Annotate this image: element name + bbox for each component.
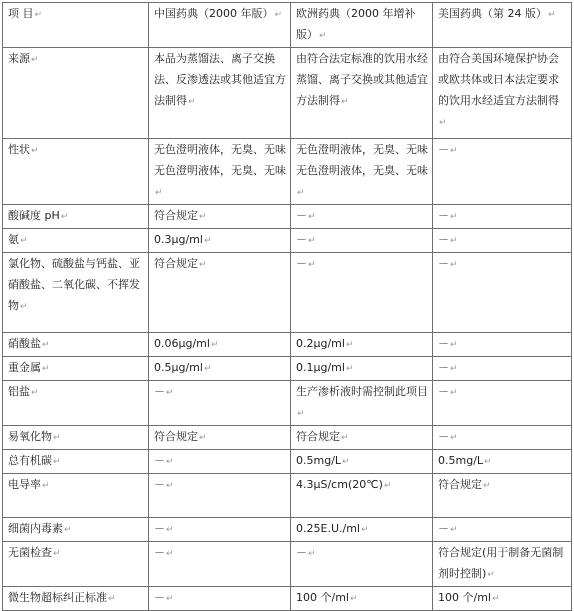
cell-text: － [296, 233, 307, 246]
cell-text: 符合规定 [154, 257, 198, 270]
cell-end-mark: ↵ [31, 388, 39, 398]
table-cell [433, 518, 572, 542]
cell-text: 无色澄明液体，无臭、无味 无色澄明液体，无臭、无味 [154, 143, 286, 177]
cell-end-mark: ↵ [548, 10, 556, 20]
cell-text: 氯化物、硫酸盐与钙盐、亚硝酸盐、二氧化碳、不挥发物 [8, 257, 140, 312]
cell-end-mark: ↵ [450, 260, 458, 270]
table-row-label [3, 542, 149, 587]
cell-text: 性状 [8, 143, 30, 156]
table-row-label [3, 205, 149, 229]
cell-text: 铝盐 [8, 385, 30, 398]
table-cell [433, 253, 572, 333]
cell-text: 来源 [8, 52, 30, 65]
table-header-cell [291, 3, 433, 48]
comparison-table [2, 2, 572, 611]
cell-text: 重金属 [8, 361, 41, 374]
table-row-label [3, 518, 149, 542]
cell-end-mark: ↵ [345, 364, 354, 374]
cell-text: 中国药典（2000 年版） [154, 7, 274, 20]
cell-text: 无色澄明液体，无臭、无味 无色澄明液体，无臭、无味 [296, 143, 428, 177]
table-cell [433, 542, 572, 587]
cell-text: 易氧化物 [8, 430, 52, 443]
table-header-cell [3, 3, 149, 48]
table-cell [149, 426, 291, 450]
cell-end-mark: ↵ [166, 594, 174, 604]
cell-text: 0.3μg/ml [154, 233, 203, 246]
cell-text: 0.06μg/ml [154, 337, 210, 350]
table-row [3, 253, 572, 333]
table-cell [149, 587, 291, 611]
table-cell [433, 333, 572, 357]
cell-text: 硝酸盐 [8, 337, 41, 350]
table-cell [149, 139, 291, 205]
table-row [3, 139, 572, 205]
table-cell [149, 205, 291, 229]
cell-end-mark: ↵ [42, 364, 50, 374]
cell-text: － [154, 478, 165, 491]
table-row [3, 48, 572, 139]
table-row-label [3, 139, 149, 205]
cell-end-mark: ↵ [20, 236, 28, 246]
cell-text: － [438, 385, 449, 398]
cell-end-mark: ↵ [450, 236, 458, 246]
cell-end-mark: ↵ [450, 146, 458, 156]
cell-end-mark: ↵ [203, 236, 212, 246]
table-cell [433, 357, 572, 381]
cell-end-mark: ↵ [483, 481, 491, 491]
table-row-label [3, 253, 149, 333]
table-row-label [3, 357, 149, 381]
cell-end-mark: ↵ [53, 433, 61, 443]
cell-end-mark: ↵ [166, 549, 174, 559]
table-cell [433, 381, 572, 426]
cell-text: － [438, 143, 449, 156]
cell-text: － [438, 430, 449, 443]
cell-end-mark: ↵ [450, 433, 458, 443]
table-row-label [3, 450, 149, 474]
cell-end-mark: ↵ [450, 340, 458, 350]
table-row-label [3, 474, 149, 518]
cell-text: － [438, 361, 449, 374]
cell-text: － [296, 257, 307, 270]
cell-end-mark: ↵ [308, 236, 316, 246]
cell-end-mark: ↵ [166, 481, 174, 491]
table-cell [149, 542, 291, 587]
cell-text: 0.5mg/L [296, 454, 342, 467]
table-row [3, 333, 572, 357]
table-cell [291, 450, 433, 474]
cell-end-mark: ↵ [484, 457, 492, 467]
cell-text: 100 个/ml [296, 591, 349, 604]
cell-text: － [296, 546, 307, 559]
cell-text: 4.3μS/cm(20℃) [296, 478, 383, 491]
cell-end-mark: ↵ [308, 212, 316, 222]
cell-end-mark: ↵ [34, 10, 43, 20]
cell-end-mark: ↵ [166, 388, 174, 398]
cell-text: 符合规定(用于制备无菌制剂时控制) [438, 546, 564, 580]
cell-end-mark: ↵ [108, 594, 116, 604]
table-row [3, 205, 572, 229]
cell-end-mark: ↵ [199, 433, 207, 443]
table-cell [291, 48, 433, 139]
cell-end-mark: ↵ [297, 188, 305, 198]
cell-end-mark: ↵ [31, 146, 39, 156]
cell-end-mark: ↵ [166, 457, 174, 467]
cell-text: 电导率 [8, 478, 41, 491]
table-cell [291, 518, 433, 542]
cell-end-mark: ↵ [166, 525, 174, 535]
table-row-label [3, 333, 149, 357]
table-row [3, 474, 572, 518]
cell-text: － [296, 209, 307, 222]
cell-end-mark: ↵ [342, 457, 350, 467]
table-row [3, 587, 572, 611]
table-cell [433, 139, 572, 205]
cell-text: 符合规定 [438, 478, 482, 491]
cell-end-mark: ↵ [439, 118, 447, 128]
table-cell [291, 426, 433, 450]
cell-end-mark: ↵ [42, 340, 50, 350]
cell-text: 100 个/ml [438, 591, 491, 604]
cell-end-mark: ↵ [188, 97, 196, 107]
cell-end-mark: ↵ [487, 570, 495, 580]
cell-text: 由符合法定标准的饮用水经蒸馏、离子交换或其他适宜方法制得 [296, 52, 428, 107]
cell-end-mark: ↵ [274, 10, 283, 20]
cell-end-mark: ↵ [450, 525, 458, 535]
table-cell [433, 450, 572, 474]
cell-end-mark: ↵ [42, 481, 50, 491]
table-cell [291, 542, 433, 587]
table-row-label [3, 587, 149, 611]
cell-end-mark: ↵ [450, 364, 458, 374]
table-row [3, 229, 572, 253]
cell-text: － [438, 233, 449, 246]
cell-text: 氨 [8, 233, 19, 246]
cell-end-mark: ↵ [210, 340, 219, 350]
table-cell [149, 381, 291, 426]
cell-end-mark: ↵ [319, 31, 327, 41]
cell-text: － [154, 454, 165, 467]
cell-end-mark: ↵ [60, 212, 69, 222]
cell-end-mark: ↵ [450, 212, 458, 222]
cell-end-mark: ↵ [199, 260, 207, 270]
table-row-label [3, 48, 149, 139]
cell-text: － [438, 337, 449, 350]
cell-text: 项 目 [8, 7, 34, 20]
cell-text: － [154, 591, 165, 604]
cell-text: 符合规定 [154, 430, 198, 443]
cell-end-mark: ↵ [53, 549, 61, 559]
cell-end-mark: ↵ [199, 212, 207, 222]
cell-end-mark: ↵ [349, 594, 358, 604]
cell-text: － [154, 546, 165, 559]
cell-text: 微生物超标纠正标准 [8, 591, 107, 604]
cell-text: 美国药典（第 24 版） [438, 7, 547, 20]
cell-end-mark: ↵ [203, 364, 212, 374]
table-cell [149, 229, 291, 253]
table-cell [291, 229, 433, 253]
cell-text: － [438, 209, 449, 222]
table-cell [291, 357, 433, 381]
table-header-cell [433, 3, 572, 48]
cell-text: － [438, 257, 449, 270]
table-cell [433, 48, 572, 139]
table-cell [433, 426, 572, 450]
table-row [3, 381, 572, 426]
cell-text: 由符合美国环境保护协会或欧共体或日本法定要求的饮用水经适宜方法制得 [438, 52, 559, 107]
cell-text: 生产渗析液时需控制此项目 [296, 385, 428, 398]
table-cell [149, 518, 291, 542]
table-row-label [3, 426, 149, 450]
cell-text: 细菌内毒素 [8, 522, 63, 535]
table-row [3, 518, 572, 542]
cell-end-mark: ↵ [31, 55, 39, 65]
cell-end-mark: ↵ [383, 481, 392, 491]
cell-end-mark: ↵ [360, 525, 369, 535]
cell-text: － [154, 385, 165, 398]
cell-text: 本品为蒸馏法、离子交换法、反渗透法或其他适宜方法制得 [154, 52, 286, 107]
cell-text: 总有机碳 [8, 454, 52, 467]
table-cell [291, 381, 433, 426]
table-cell [433, 587, 572, 611]
cell-text: 欧洲药典（2000 年增补版） [296, 7, 416, 41]
table-cell [433, 205, 572, 229]
table-header-cell [149, 3, 291, 48]
table-cell [149, 48, 291, 139]
cell-end-mark: ↵ [20, 302, 28, 312]
cell-end-mark: ↵ [297, 409, 305, 419]
cell-text: 符合规定 [154, 209, 198, 222]
table-cell [149, 474, 291, 518]
cell-text: 0.1μg/ml [296, 361, 345, 374]
table-cell [291, 587, 433, 611]
cell-end-mark: ↵ [308, 260, 316, 270]
cell-end-mark: ↵ [345, 340, 354, 350]
cell-end-mark: ↵ [64, 525, 72, 535]
cell-text: 0.2μg/ml [296, 337, 345, 350]
table-row [3, 357, 572, 381]
table-cell [291, 333, 433, 357]
cell-text: 无菌检查 [8, 546, 52, 559]
table-row-label [3, 381, 149, 426]
table-cell [149, 450, 291, 474]
table-cell [433, 474, 572, 518]
cell-text: 酸碱度 pH [8, 209, 60, 222]
cell-end-mark: ↵ [491, 594, 500, 604]
cell-end-mark: ↵ [341, 97, 349, 107]
table-cell [433, 229, 572, 253]
cell-text: 0.5mg/L [438, 454, 484, 467]
table-cell [149, 333, 291, 357]
cell-end-mark: ↵ [450, 388, 458, 398]
table-cell [291, 205, 433, 229]
cell-end-mark: ↵ [341, 433, 349, 443]
table-cell [149, 357, 291, 381]
cell-text: 符合规定 [296, 430, 340, 443]
table-cell [291, 253, 433, 333]
cell-text: 0.25E.U./ml [296, 522, 360, 535]
table-row [3, 426, 572, 450]
table-cell [149, 253, 291, 333]
cell-text: － [438, 522, 449, 535]
table-cell [291, 474, 433, 518]
cell-text: 0.5μg/ml [154, 361, 203, 374]
table-row [3, 542, 572, 587]
cell-end-mark: ↵ [53, 457, 61, 467]
table-header-row [3, 3, 572, 48]
table-cell [291, 139, 433, 205]
cell-text: － [154, 522, 165, 535]
cell-end-mark: ↵ [308, 549, 316, 559]
cell-end-mark: ↵ [155, 188, 163, 198]
table-row [3, 450, 572, 474]
table-row-label [3, 229, 149, 253]
